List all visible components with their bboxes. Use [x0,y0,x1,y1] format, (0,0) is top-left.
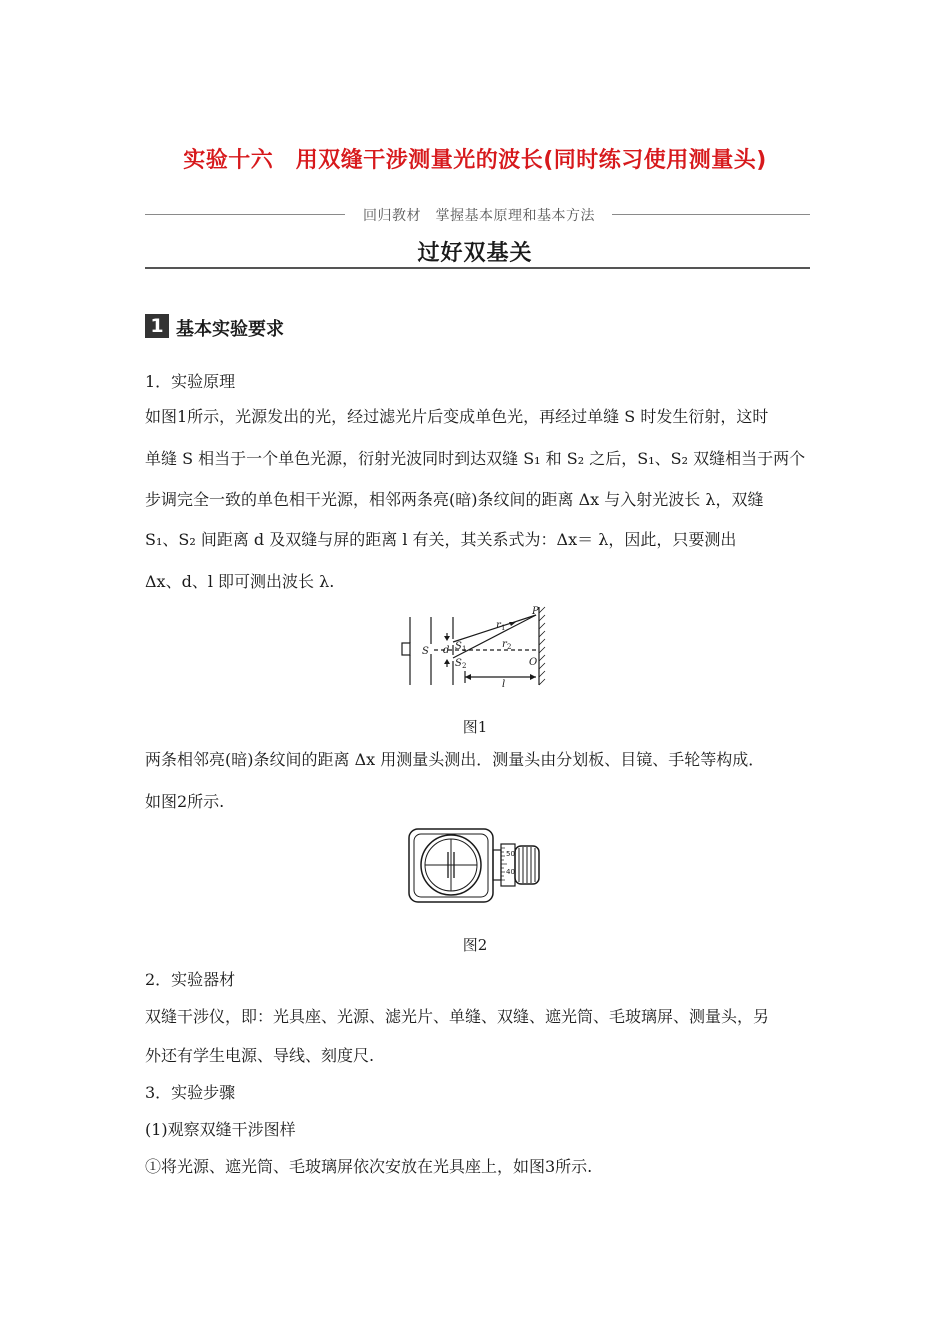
label-r2-sub: 2 [507,643,512,651]
principle-line-1: 如图1所示，光源发出的光，经过滤光片后变成单色光，再经过单缝 S 时发生衍射，这时 [145,407,769,426]
section-number-badge: 1 [145,314,169,338]
principle-line-5: Δx、d、l 即可测出波长 λ. [145,572,335,591]
principle-heading: 1．实验原理 [145,372,236,391]
figure-2-caption: 图2 [462,936,488,954]
figure-1-caption: 图1 [462,718,488,736]
label-S1-sub: 1 [462,645,467,653]
step-1a: ①将光源、遮光筒、毛玻璃屏依次安放在光具座上，如图3所示. [145,1157,593,1176]
banner-rule-right [612,214,810,215]
equipment-heading: 2．实验器材 [145,970,236,989]
banner-underline [145,267,810,269]
label-S1: S [455,641,462,652]
label-S: S [422,646,429,657]
banner-title: 过好双基关 [417,241,533,266]
figure-2-measuring-head [405,826,547,906]
measure-line-1: 两条相邻亮(暗)条纹间的距离 Δx 用测量头测出．测量头由分划板、目镜、手轮等构成． [145,750,765,769]
scale-label-top: 50 [506,850,515,858]
steps-heading: 3．实验步骤 [145,1083,236,1102]
figure-1-double-slit-diagram [398,605,548,693]
measure-line-2: 如图2所示. [145,792,225,811]
equipment-line-2: 外还有学生电源、导线、刻度尺. [145,1046,375,1065]
label-S2: S [455,658,462,669]
label-O: O [529,657,538,668]
label-S2-sub: 2 [462,662,467,670]
principle-line-3: 步调完全一致的单色相干光源，相邻两条亮(暗)条纹间的距离 Δx 与入射光波长 λ，双缝 [145,490,764,509]
label-P: P [532,606,539,617]
label-r2: r [502,639,507,650]
banner-subtitle: 回归教材 掌握基本原理和基本方法 [363,208,595,224]
page-title: 实验十六 用双缝干涉测量光的波长(同时练习使用测量头) [183,148,767,173]
label-r1: r [496,620,501,631]
equipment-line-1: 双缝干涉仪，即：光具座、光源、滤光片、单缝、双缝、遮光筒、毛玻璃屏、测量头，另 [145,1007,770,1026]
label-l: l [502,679,506,690]
principle-line-2: 单缝 S 相当于一个单色光源，衍射光波同时到达双缝 S₁ 和 S₂ 之后，S₁、S₂ 双缝相当于两个 [145,449,806,468]
step-1: (1)观察双缝干涉图样 [145,1120,296,1139]
scale-label-bottom: 40 [506,868,515,876]
label-d: d [443,645,450,656]
label-r1-sub: 1 [501,624,506,632]
principle-line-4: S₁、S₂ 间距离 d 及双缝与屏的距离 l 有关，其关系式为：Δx＝ λ，因此，只要测出 [145,530,737,549]
banner-rule-left [145,214,345,215]
section-title: 基本实验要求 [176,319,284,340]
